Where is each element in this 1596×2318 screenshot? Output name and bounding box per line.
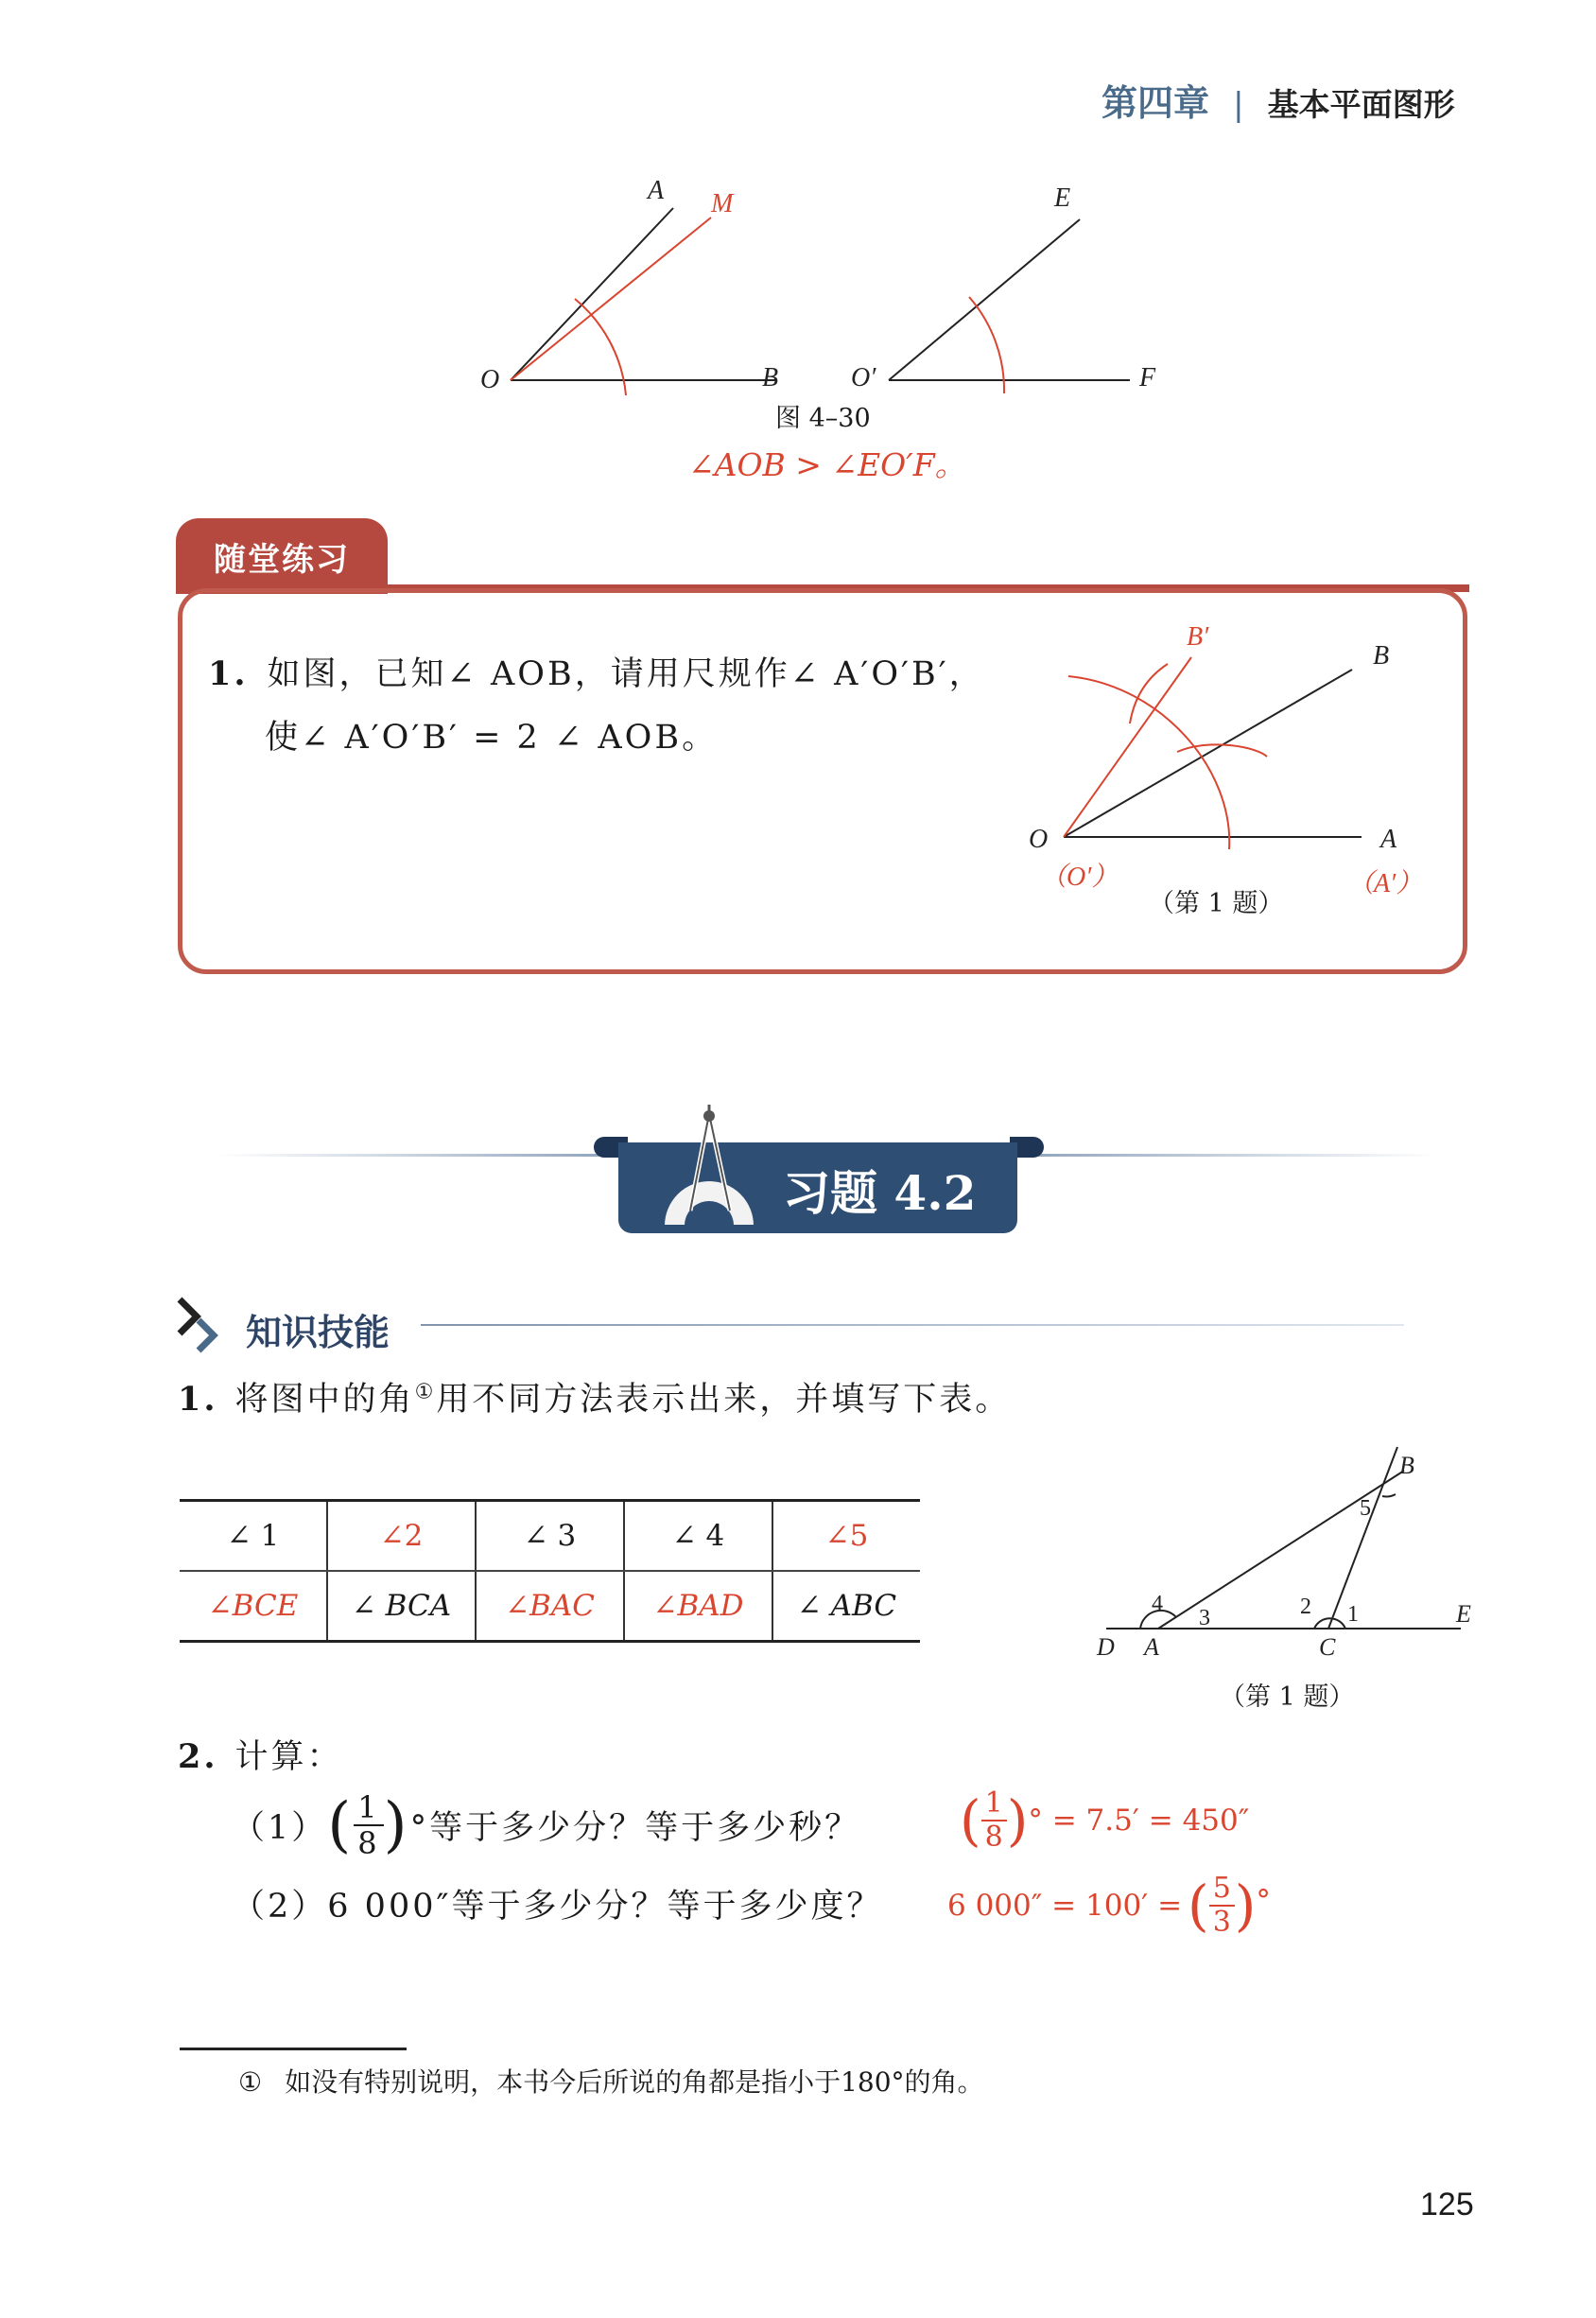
q1-text-after: 用不同方法表示出来，并填写下表。 — [436, 1381, 1012, 1419]
label-F: F — [1139, 363, 1156, 392]
table-cell: ∠BAD — [624, 1571, 772, 1642]
ray-OB-prime — [1064, 657, 1191, 837]
chapter-label: 第四章 — [1102, 82, 1210, 124]
q2-title: 计算： — [234, 1738, 343, 1776]
q2-p2-answer: 6 000″ = 100′ = ( $\frac{5}{3}$ ) ° — [947, 1872, 1271, 1939]
q2-number: 2. — [178, 1737, 218, 1776]
q1-number: 1. — [178, 1380, 218, 1419]
banner-line-left — [217, 1154, 615, 1157]
label-A: A — [648, 176, 665, 205]
fraction-numerator: 5 — [1209, 1874, 1235, 1907]
label-B-practice: B — [1373, 641, 1390, 671]
fraction-denominator: 3 — [1212, 1906, 1231, 1939]
ray-OB-practice — [1064, 670, 1352, 837]
label-O: O — [480, 365, 500, 394]
chapter-title: 基本平面图形 — [1267, 86, 1455, 123]
compass-protractor-icon — [652, 1105, 766, 1228]
practice-figure — [1021, 605, 1466, 927]
header-separator: | — [1233, 86, 1244, 124]
label-E-q1: E — [1456, 1600, 1471, 1628]
label-B-q1: B — [1399, 1452, 1414, 1479]
section-rule — [421, 1324, 1404, 1326]
q1-figure-caption: （第 1 题） — [1220, 1682, 1355, 1712]
label-B: B — [762, 363, 779, 392]
label-C: C — [1319, 1633, 1336, 1661]
construction-arc-small-1 — [1177, 744, 1267, 757]
fraction-numerator: 1 — [981, 1789, 1007, 1821]
arc-angle-5 — [1382, 1494, 1396, 1496]
ray-OA — [511, 208, 673, 380]
label-E: E — [1054, 183, 1071, 213]
q2-p2-text: 6 000″等于多少分？等于多少度？ — [327, 1888, 883, 1926]
answer1-tail: ° = 7.5′ = 450″ — [1028, 1804, 1250, 1838]
q1-text-before: 将图中的角 — [234, 1381, 415, 1419]
table-cell: ∠BCE — [180, 1571, 327, 1642]
table-cell: ∠BAC — [476, 1571, 624, 1642]
fraction-numerator: 1 — [354, 1792, 383, 1826]
footnote-mark: ① — [238, 2066, 263, 2098]
footnote-text: 如没有特别说明，本书今后所说的角都是指小于180°的角。 — [285, 2066, 984, 2098]
answer1-fraction — [981, 1786, 1007, 1854]
table-cell: ∠ BCA — [327, 1571, 476, 1642]
figure-4-30 — [454, 170, 1191, 397]
q2-p1-answer: ( $\frac{1}{8}$ ) ° = 7.5′ = 450″ — [960, 1786, 1250, 1854]
construction-arc-big — [1068, 676, 1229, 849]
angle-table — [180, 1499, 920, 1643]
practice-number: 1. — [208, 654, 249, 693]
ray-OM — [511, 218, 711, 380]
practice-line2: 使∠ A′O′B′ = 2 ∠ AOB。 — [265, 719, 719, 757]
banner-line-right — [1021, 1154, 1437, 1157]
q2-part1: （1） ( $\frac{1}{8}$ ) °等于多少分？等于多少秒？ — [232, 1789, 861, 1861]
figure-conclusion: ∠AOB > ∠EO′F。 — [688, 446, 966, 483]
label-A-prime-paren: （A′） — [1347, 869, 1423, 898]
q1-footnote-mark: ① — [414, 1380, 437, 1404]
table-cell: ∠ 1 — [180, 1501, 327, 1572]
label-1: 1 — [1347, 1602, 1359, 1627]
table-cell: ∠ 3 — [476, 1501, 624, 1572]
page-header — [1102, 74, 1455, 126]
ray-O-prime-E — [889, 219, 1080, 380]
fraction-denominator: 8 — [357, 1825, 380, 1861]
q1-figure — [1078, 1428, 1494, 1674]
table-row — [180, 1501, 920, 1572]
label-5: 5 — [1360, 1496, 1371, 1521]
label-D: D — [1097, 1633, 1115, 1661]
label-A-practice: A — [1380, 825, 1397, 854]
table-cell: ∠2 — [327, 1501, 476, 1572]
answer2-tail: ° — [1256, 1884, 1271, 1918]
label-O-prime-paren: （O′） — [1040, 863, 1119, 892]
fraction-denominator: 8 — [984, 1821, 1003, 1854]
label-4: 4 — [1152, 1592, 1163, 1616]
section-chevron-icon — [176, 1296, 229, 1358]
table-cell: ∠5 — [772, 1501, 920, 1572]
label-B-prime: B′ — [1187, 622, 1209, 652]
page-number: 125 — [1420, 2187, 1474, 2222]
line-AB — [1158, 1471, 1404, 1629]
table-cell: ∠ 4 — [624, 1501, 772, 1572]
line-CB — [1328, 1447, 1397, 1629]
label-3: 3 — [1199, 1606, 1210, 1630]
label-A-q1: A — [1144, 1633, 1159, 1661]
practice-line1: 如图，已知∠ AOB，请用尺规作∠ A′O′B′， — [267, 655, 985, 693]
section-title: 知识技能 — [246, 1312, 390, 1353]
label-O-prime: O′ — [851, 363, 876, 392]
table-cell: ∠ ABC — [772, 1571, 920, 1642]
practice-tab: 随堂练习 — [176, 518, 388, 594]
practice-figure-caption: （第 1 题） — [1149, 889, 1284, 918]
q1-text — [178, 1373, 1011, 1420]
answer2-head: 6 000″ = 100′ = — [947, 1889, 1183, 1923]
answer2-fraction — [1209, 1874, 1235, 1937]
q2-heading — [178, 1731, 343, 1778]
footnote — [238, 2062, 984, 2100]
label-O-practice: O — [1029, 825, 1049, 854]
footnote-rule — [180, 2048, 407, 2050]
table-row — [180, 1571, 920, 1642]
label-2: 2 — [1300, 1595, 1311, 1619]
figure-caption: 图 4–30 — [775, 404, 871, 433]
practice-q1 — [208, 648, 985, 695]
arc-EOF — [969, 297, 1004, 393]
q2-p1-fraction — [354, 1789, 383, 1861]
exercise-title: 习题 4.2 — [783, 1165, 977, 1221]
q2-p1-label: （1） — [232, 1809, 328, 1847]
q2-p1-text: °等于多少分？等于多少秒？ — [409, 1809, 861, 1847]
q2-p2-label: （2） — [232, 1888, 328, 1926]
q2-part2 — [232, 1880, 883, 1927]
label-M: M — [711, 189, 734, 218]
